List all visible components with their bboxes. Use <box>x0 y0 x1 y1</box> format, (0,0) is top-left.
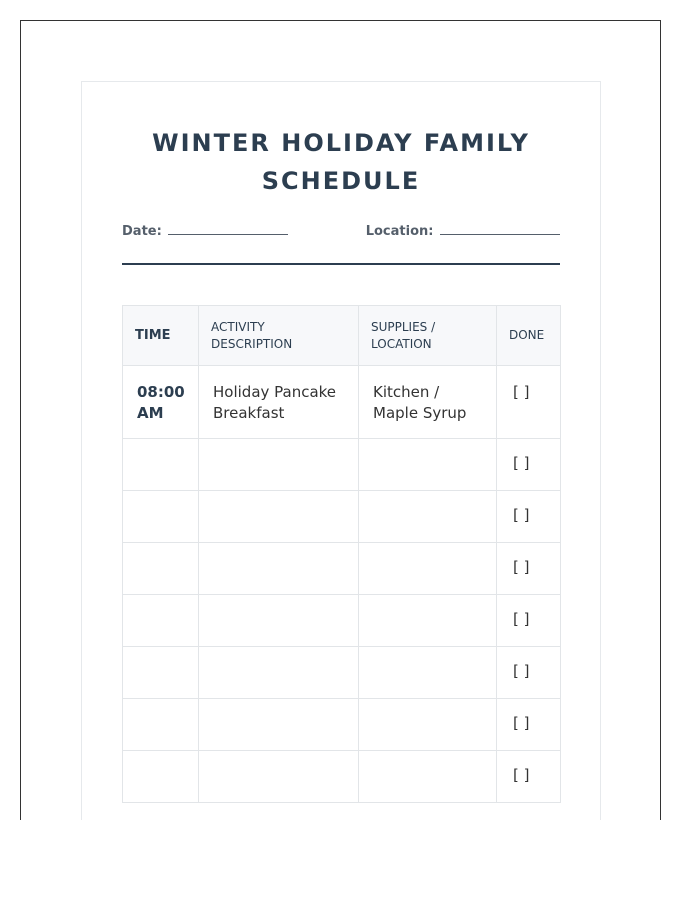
meta-row <box>122 222 560 246</box>
table-row <box>123 595 561 647</box>
time-cell <box>123 751 199 803</box>
table-row <box>123 699 561 751</box>
done-checkbox[interactable]: [ ] <box>497 751 561 803</box>
done-checkbox[interactable]: [ ] <box>497 699 561 751</box>
time-cell: 08:00 AM <box>123 366 199 439</box>
activity-cell <box>199 751 359 803</box>
table-row <box>123 647 561 699</box>
supplies-cell <box>359 595 497 647</box>
time-cell <box>123 647 199 699</box>
time-cell <box>123 439 199 491</box>
header-divider <box>122 263 560 265</box>
time-cell <box>123 491 199 543</box>
done-checkbox[interactable]: [ ] <box>497 439 561 491</box>
column-header-activity: ACTIVITY DESCRIPTION <box>199 306 359 366</box>
activity-cell <box>199 543 359 595</box>
column-header-done: DONE <box>497 306 561 366</box>
page-title: WINTER HOLIDAY FAMILY SCHEDULE <box>152 129 530 195</box>
page-frame <box>20 20 661 820</box>
time-cell <box>123 543 199 595</box>
table-row <box>123 366 561 439</box>
done-checkbox[interactable]: [ ] <box>497 647 561 699</box>
schedule-sheet <box>81 81 601 820</box>
location-label: Location: <box>365 224 434 239</box>
table-header-row <box>123 306 561 366</box>
column-header-time: TIME <box>123 306 199 366</box>
supplies-cell <box>359 491 497 543</box>
done-checkbox[interactable]: [ ] <box>497 543 561 595</box>
activity-cell <box>199 491 359 543</box>
done-checkbox[interactable]: [ ] <box>497 491 561 543</box>
time-cell <box>123 595 199 647</box>
location-blank-line <box>440 222 560 235</box>
done-checkbox[interactable]: [ ] <box>497 595 561 647</box>
supplies-cell <box>359 647 497 699</box>
supplies-cell <box>359 543 497 595</box>
date-label: Date: <box>122 224 162 239</box>
table-row <box>123 543 561 595</box>
activity-cell <box>199 699 359 751</box>
activity-cell: Holiday Pancake Breakfast <box>199 366 359 439</box>
done-checkbox[interactable]: [ ] <box>497 366 561 439</box>
activity-cell <box>199 439 359 491</box>
table-row <box>123 751 561 803</box>
activity-cell <box>199 595 359 647</box>
supplies-cell <box>359 699 497 751</box>
schedule-table <box>122 305 561 803</box>
time-cell <box>123 699 199 751</box>
schedule-body <box>123 366 561 803</box>
table-row <box>123 491 561 543</box>
table-row <box>123 439 561 491</box>
date-blank-line <box>168 222 288 235</box>
column-header-supplies: SUPPLIES / LOCATION <box>359 306 497 366</box>
date-field[interactable] <box>122 222 288 239</box>
supplies-cell <box>359 439 497 491</box>
supplies-cell: Kitchen / Maple Syrup <box>359 366 497 439</box>
activity-cell <box>199 647 359 699</box>
supplies-cell <box>359 751 497 803</box>
location-field[interactable] <box>366 222 560 239</box>
